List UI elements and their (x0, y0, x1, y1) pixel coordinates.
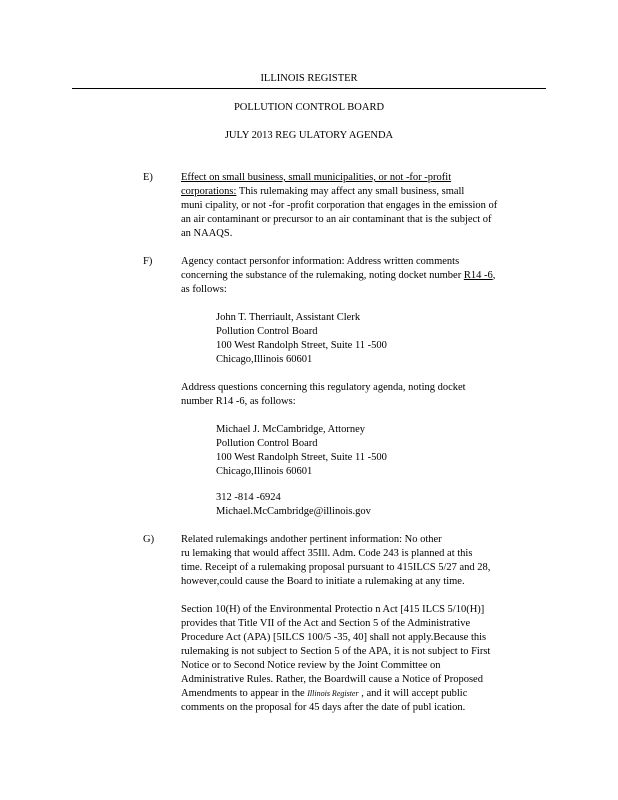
section-e-line1: Effect on small business, small municipalities, or not -for -profit (181, 172, 452, 183)
section-f-line2 (181, 270, 495, 281)
section-g-p2-line7 (181, 688, 467, 699)
contact2-email: Michael.McCambridge@illinois.gov (216, 506, 371, 517)
contact2-street: 100 West Randolph Street, Suite 11 -500 (216, 452, 387, 463)
section-g-p2-line1: Section 10(H) of the Environmental Protectio n Act [415 ILCS 5/10(H)] (181, 604, 485, 615)
contact2-city: Chicago,Illinois 60601 (216, 466, 313, 477)
section-g-p1-line1: Related rulemakings andother pertinent information: No other (181, 534, 442, 545)
section-e-line3: muni cipality, or not -for -profit corporation that engages in the emission of (181, 200, 498, 211)
section-e-line5: an NAAQS. (181, 228, 233, 239)
section-f-label: F) (143, 256, 153, 267)
contact1-org: Pollution Control Board (216, 326, 318, 337)
illinois-register-title: Illinois Register (307, 689, 359, 698)
section-g-p2-line2: provides that Title VII of the Act and Section 5 of the Administrative (181, 618, 471, 629)
section-g-p2-line8: comments on the proposal for 45 days after the date of publ ication. (181, 702, 466, 713)
section-f-line1: Agency contact personfor information: Address written comments (181, 256, 460, 267)
board-name: POLLUTION CONTROL BOARD (233, 102, 385, 113)
section-g-p2-line4: rulemaking is not subject to Section 5 of the APA, it is not subject to First (181, 646, 491, 657)
section-g-p1-line2: ru lemaking that would affect 35Ill. Adm. Code 243 is planned at this (181, 548, 473, 559)
section-g-label: G) (143, 534, 155, 545)
questions-line2: number R14 -6, as follows: (181, 396, 296, 407)
contact2-org: Pollution Control Board (216, 438, 318, 449)
section-e-label: E) (143, 172, 153, 183)
contact2-name: Michael J. McCambridge, Attorney (216, 424, 366, 435)
section-f-line2-comma: , (492, 270, 496, 281)
section-f-line2-text: concerning the substance of the rulemaking, noting docket number (181, 270, 464, 281)
section-e-heading-end: corporations: (181, 186, 237, 197)
docket-number: R14 -6 (463, 270, 493, 281)
agenda-title: JULY 2013 REG ULATORY AGENDA (224, 130, 394, 141)
register-title: ILLINOIS REGISTER (260, 73, 358, 84)
contact1-city: Chicago,Illinois 60601 (216, 354, 313, 365)
header-rule (72, 88, 546, 89)
section-e-line2 (181, 186, 464, 197)
section-e-line2-text: This rulemaking may affect any small business, small (236, 186, 465, 197)
section-g-p2-line7-rest: , and it will accept public (358, 688, 468, 699)
questions-line1: Address questions concerning this regulatory agenda, noting docket (181, 382, 466, 393)
section-e-line4: an air contaminant or precursor to an air contaminant that is the subject of (181, 214, 492, 225)
section-g-p1-line4: however,could cause the Board to initiate a rulemaking at any time. (181, 576, 465, 587)
section-g-p1-line3: time. Receipt of a rulemaking proposal pursuant to 415ILCS 5/27 and 28, (181, 562, 491, 573)
contact1-street: 100 West Randolph Street, Suite 11 -500 (216, 340, 387, 351)
section-g-p2-line7-text: Amendments to appear in the (181, 688, 308, 699)
section-f-line3: as follows: (181, 284, 227, 295)
section-g-p2-line6: Administrative Rules. Rather, the Boardwill cause a Notice of Proposed (181, 674, 483, 685)
section-g-p2-line5: Notice or to Second Notice review by the Joint Committee on (181, 660, 441, 671)
contact1-name: John T. Therriault, Assistant Clerk (216, 312, 361, 323)
section-g-p2-line3: Procedure Act (APA) [5ILCS 100/5 -35, 40] shall not apply.Because this (181, 632, 487, 643)
contact2-phone: 312 -814 -6924 (216, 492, 281, 503)
